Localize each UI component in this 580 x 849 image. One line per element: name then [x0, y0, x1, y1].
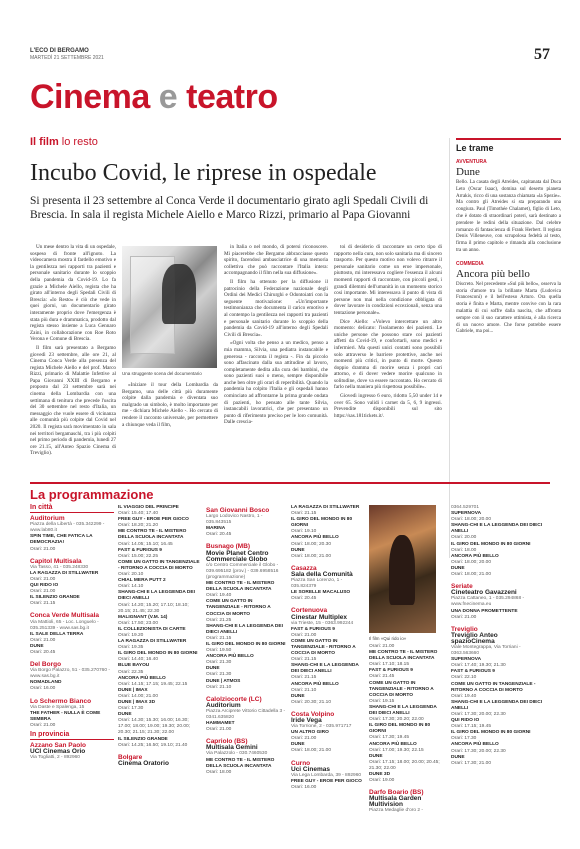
film-title: ANCORA PIÙ BELLO	[451, 742, 499, 748]
film-title: NOMADLAND	[30, 680, 62, 686]
film-title: COME UN GATTO IN TANGENZIALE - RITORNO A COCCIA DI MORTO	[206, 599, 271, 617]
publication-date: MARTEDÌ 21 SETTEMBRE 2021	[30, 55, 104, 61]
banner-word-cinema: Cinema	[30, 78, 150, 116]
film-title: FAST & FURIOUS 9	[291, 626, 335, 632]
spacer	[30, 693, 114, 696]
cinema-venue: Cineteatro Gavazzeni	[451, 589, 517, 597]
showtimes: Orari: 21.00	[30, 722, 56, 728]
spacer	[206, 538, 286, 541]
showtimes: Orari: 21.15	[206, 635, 232, 641]
showtimes: Orari: 21.00	[291, 632, 317, 638]
showtimes: Orari: 21.00	[451, 614, 477, 620]
film-title: DUNE	[451, 565, 465, 571]
showtimes: Orari: 17.30; 19.45	[369, 735, 409, 741]
showtimes: Orari: 15.40; 17.40	[118, 511, 158, 517]
spacer	[369, 784, 445, 787]
spacer	[30, 553, 114, 556]
article-column-1	[30, 244, 116, 459]
article-photo	[122, 246, 217, 368]
showtimes: Orari: 21.10	[291, 687, 317, 693]
page-header	[30, 48, 550, 61]
article-paragraph: Un mese dentro la vita di un ospedale, sospeso di fronte all'ignoto. La videocamera mostra il fardello emotivo e la gentilezza nei rapporti tra pazienti e personale sanitario durante lo scoppio della pandemia da Covid-19. Lo fa grazie a Michele Aiello, regista che ha girato all'interno degli Spedali Civili di Brescia: «Io Resto» è ciò che vede in quei giorni, un documentario girato interamente proprio dove l'emergenza è stata più dura e drammatica, prodotto dal regista stesso insieme a Luca Gennaro Zaini, in collaborazione con Roe Roto Verona e Comune di Brescia.	[30, 244, 116, 343]
film-title: SHANG-CHI E LA LEGGENDA DEI DIECI ANELLI	[451, 523, 543, 535]
showtimes: Orari: 16.00	[291, 784, 317, 790]
cinema-name: Calolziocorte (LC)	[206, 695, 262, 703]
showtimes: Orari: 14.40; 16.40	[118, 657, 158, 663]
showtimes: Orari: 21.15	[30, 601, 56, 607]
showtimes: Orari: 18.00; 21.00	[291, 748, 331, 754]
film-poster-photo	[369, 505, 436, 633]
showtimes: Orari: 21.25	[206, 617, 232, 623]
spacer	[118, 749, 202, 752]
spacer	[451, 578, 543, 581]
showtimes: Orari: 22.10	[451, 675, 477, 681]
showtimes: Orari: 19.00	[369, 778, 395, 784]
film-title: ME CONTRO TE - IL MISTERO DELLA SCUOLA INCANTATA	[206, 581, 275, 593]
plot-film-title: Ancora più bello	[456, 267, 530, 280]
showtimes: Orari: 17.50; 23.00	[118, 620, 158, 626]
cinema-address: Viale Montegrappa, Via Torriani - 0363.563660	[451, 644, 521, 657]
film-title: SHANG-CHI E LA LEGGENDA DEI DIECI ANELLI	[369, 704, 437, 717]
film-title: ME CONTRO TE - IL MISTERO DELLA SCUOLA INCANTATA	[118, 529, 187, 541]
showtimes: Orari: 21.00	[30, 589, 56, 595]
showtimes: Orari: 17.00; 19.30; 22.15	[369, 747, 424, 753]
film-title: DUNE	[369, 753, 383, 759]
showtimes: Orari: 20.45	[30, 649, 56, 655]
film-title: DUNE 3D	[369, 771, 391, 777]
photo-caption: Una struggente scena del documentario	[122, 371, 202, 376]
article-column-4	[334, 244, 442, 421]
showtimes: Orari: 14.10	[118, 584, 144, 590]
film-title: DUNE	[291, 693, 305, 699]
spacer	[451, 767, 543, 770]
showtimes: Orari: 20.30; 21.10	[291, 699, 331, 705]
programme-column-1	[30, 505, 114, 764]
film-title: SHANG-CHI E LA LEGGENDA DEI DIECI ANELLI	[451, 699, 543, 711]
film-title: SHANG-CHI E LA LEGGENDA DEI DIECI ANELLI	[206, 623, 283, 635]
film-title: QUI RIDO IO	[30, 583, 59, 589]
cinema-address: Piazza San Lorenzo, 1 - 035.824379	[291, 578, 343, 590]
showtimes: Orari: 19.50	[206, 648, 232, 654]
film-title: ANCORA PIÙ BELLO	[118, 675, 166, 681]
cinema-venue: Multisala Garden Multivision	[369, 795, 422, 809]
plot-film-title: Dune	[456, 166, 480, 178]
showtimes: Orari: 20.00	[451, 535, 477, 541]
showtimes: Orari: 17.10; 18.15	[369, 662, 409, 668]
showtimes: Orari: 19.40	[451, 693, 477, 699]
banner-word-e: e	[158, 78, 178, 116]
showtimes: Orari: 17.30	[118, 706, 144, 712]
film-title: DUNE	[451, 754, 465, 760]
film-title: FREE GUY - EROE PER GIOCO	[118, 517, 189, 523]
cinema-name: Seriate	[451, 583, 473, 591]
article-column-3	[224, 244, 328, 428]
film-title: UN ALTRO GIRO	[291, 730, 329, 736]
showtimes: Orari: 17.15; 19.45	[451, 724, 491, 730]
cinema-address: Piazza Arciprete Vittorio Cittadella 3 - 0341.635820	[206, 708, 286, 720]
film-title: DUNE | IMAX 3D	[118, 700, 156, 705]
cinema-address: Piazza Cattaneo, 1 - 035.294868 - www.fnecinema.eu	[451, 596, 525, 608]
spacer	[206, 733, 286, 736]
showtimes: Orari: 19.20	[118, 632, 144, 638]
film-title: FAST & FURIOUS 9	[118, 547, 162, 553]
showtimes: Orari: 14.15; 17.15; 19.45; 22.15	[118, 681, 188, 687]
film-title: IL GIRO DEL MONDO IN 80 GIORNI	[291, 517, 353, 529]
showtimes: Orari: 14.05; 15.10; 16.45	[118, 541, 173, 547]
film-title: UNA DONNA PROMETTENTE	[451, 608, 518, 614]
cinema-name: Conca Verde Multisala	[30, 612, 99, 620]
cinema-name: Auditorium	[30, 515, 65, 523]
film-title: SPIN TIME, CHE FATICA LA DEMOCRAZIA!	[30, 534, 93, 546]
spacer	[291, 755, 367, 758]
article-headline: Incubo Covid, le riprese in ospedale	[30, 160, 377, 186]
film-title: ME CONTRO TE - IL MISTERO DELLA SCUOLA INCANTATA	[369, 650, 438, 662]
film-title: CHIAL MERA PUTT 2	[118, 578, 166, 584]
cinema-name: Lo Schermo Bianco	[30, 697, 92, 705]
programme-rule	[30, 482, 550, 484]
film-title: IL GIRO DEL MONDO IN 80 GIORNI	[451, 541, 531, 547]
showtimes: Orari: 18.00	[206, 769, 232, 775]
showtimes: Orari: 17.30; 20.00; 22.30	[451, 712, 506, 717]
showtimes: Orari: 16.00	[30, 686, 56, 692]
film-title: SUPERNOVA	[451, 511, 482, 517]
article-subhead: Si presenta il 23 settembre al Conca Verde il documentario girato agli Spedali Civili di Brescia. In sala il regista Michele Aiello e Marco Rizzi, primario al Papa Giovanni	[30, 195, 429, 221]
plots-title: Le trame	[456, 138, 561, 153]
cinema-name: Capriolo (BS)	[206, 738, 248, 746]
plots-sidebar	[449, 138, 561, 558]
film-title: DUNE | IMAX	[118, 687, 148, 693]
film-title: COME UN GATTO IN TANGENZIALE - RITORNO A COCCIA DI MORTO	[291, 638, 356, 657]
showtimes: Orari: 17.30	[451, 736, 477, 742]
spacer	[206, 776, 286, 779]
film-title: ME CONTRO TE - IL MISTERO DELLA SCUOLA INCANTATA	[206, 757, 275, 769]
spacer	[206, 691, 286, 694]
banner-word-teatro: teatro	[186, 78, 278, 116]
article-paragraph: Il film sarà presentato a Bergamo giovedì 23 settembre, alle ore 21, al Cinema Conca Verde alla presenza del regista Michele Aiello e del prof. Marco Rizzi, primario di Malattie Infettive al Papa Giovanni XXIII di Bergamo e proposto dal 23 settembre sarà nei cinema della Lombardia con una settimana di tenitura che precede l'uscita del 30 settembre nel resto d'Italia, un messaggio che vuole essere di vicinanza alle comunità più colpite dal Covid nel 2020. Il regista sarà movimentato in sala nei territori bergamaschi, tra i più colpiti nel primo periodo di pandemia, lunedì 27 ore 21.15, all'Anteo Spazio Cinema di Treviglio).	[30, 344, 117, 457]
showtimes: Orari: 21.00	[291, 736, 317, 742]
film-title: ANCORA PIÙ BELLO	[369, 741, 417, 747]
showtimes: Orari: 20.45	[291, 596, 317, 602]
film-title: THE FATHER - NULLA È COME SEMBRA	[30, 710, 101, 722]
film-title: DUNE	[291, 547, 305, 553]
film-title: ANCORA PIÙ BELLO	[291, 681, 339, 687]
plot-genre: COMMEDIA	[456, 260, 484, 267]
plot-description: Discreto. Nel precedente «Sul più bello», osserva la storia d'amore tra la brillante Marta (Ludovica Francesconi) e il bell'esteso Arturo. Ora quella storia è finita e Marta, mentre convive con la rara malattia di cui soffre dalla nascita, che affronta sempre con il suo carattere ottimista, è alla ricerca di un nuovo amore. Che forse potrebbe essere Gabriele, ma poi...	[456, 281, 561, 335]
showtimes: Orari: 21.00	[206, 727, 232, 733]
film-title: LE SORELLE MACALUSO	[291, 590, 351, 596]
cinema-venue: Iride Vega	[291, 717, 322, 724]
article-paragraph: Il film ha ottenuto per la diffusione il patrocinio della Federazione nazionale degli Ordini dei Medici Chirurghi e Odontoiatri con la seguente motivazione: «Un'importante testimonianza che documenta il carico emotivo e al contempo la gentilezza nei rapporti tra pazienti e personale sanitario durante lo scoppio della pandemia da Covid-19 all'interno degli Spedali Civili di Brescia».	[224, 278, 328, 338]
cinema-address: 0364.529701	[451, 505, 480, 510]
cinema-address: Via Palazzolo - 030.7460530	[206, 751, 268, 757]
programme-column-6	[451, 505, 543, 770]
cinema-address: via Trieste, 15 - 0363.992244	[291, 620, 354, 626]
city-heading: In città	[30, 505, 114, 513]
showtimes: Orari: 18.00; 21.00	[291, 553, 331, 559]
film-title: COME UN GATTO IN TANGENZIALE - RITORNO A COCCIA DI MORTO	[369, 680, 434, 698]
showtimes: Orari: 20.45	[206, 532, 232, 538]
spacer	[369, 815, 445, 818]
cinema-name: Busnago (MB)	[206, 543, 251, 551]
showtimes: Orari: 21.15	[291, 511, 317, 517]
cinema-address: Piazza Medaglie d'oro 2 -	[369, 808, 423, 814]
showtimes: Orari: 18.00; 20.00	[451, 559, 491, 565]
cinema-venue: Auditorium	[206, 701, 241, 709]
film-title: DUNE	[291, 742, 305, 748]
film-title: DUNE	[206, 666, 220, 672]
poster-figure-shape	[389, 535, 415, 605]
cinema-name: Del Borgo	[30, 661, 62, 669]
spacer	[291, 791, 367, 794]
cinema-venue: Treviglio Anteo spazioCinema	[451, 631, 498, 645]
film-title: IL GIRO DEL MONDO IN 80 GIORNI	[451, 730, 531, 736]
showtimes: Orari: 21.00	[30, 576, 56, 582]
showtimes: Orari: 21.10	[206, 684, 232, 690]
showtimes: Orari: 18.00; 20.30	[291, 541, 331, 547]
film-title: IL GIRO DEL MONDO IN 80 GIORNI	[369, 723, 431, 735]
spacer	[30, 607, 114, 610]
showtimes: Orari: 21.30	[206, 672, 232, 678]
showtimes: Orari: 21.00	[369, 644, 395, 649]
spacer	[118, 767, 202, 770]
cinema-address: Via Tasso, 41 - 035.248330	[30, 564, 89, 570]
spacer	[30, 761, 114, 764]
film-title: IL GIRO DEL MONDO IN 80 GIORNI	[118, 651, 198, 657]
showtimes: Orari: 18.00; 21.00	[451, 572, 491, 578]
programme-title: La programmazione	[30, 487, 154, 502]
city-heading: In provincia	[30, 732, 114, 740]
article-kicker	[30, 136, 98, 148]
showtimes: Orari: 19.15	[369, 698, 395, 704]
film-title: MALIGNANT (V.M. 14)	[118, 614, 168, 620]
article-paragraph: «Iniziare il tour della Lombardia da Bergamo, una delle città più duramente colpite dalla pandemia e diventata suo malgrado un simbolo, è molto importante per me - dichiara Michele Aiello -. Ho cercato di rendere il racconto universale, per permettere a chiunque veda il film,	[122, 382, 218, 428]
showtimes: Orari: 21.30	[206, 660, 232, 666]
cinema-name: Azzano San Paolo	[30, 742, 86, 750]
showtimes: Orari: 19.40	[206, 593, 232, 599]
cinema-address: Via Borgo Palazzo, 51 - 035.270760 - www.sas.bg.it	[30, 668, 110, 680]
kicker-section: Il film	[30, 136, 59, 148]
showtimes: Orari: 18.00	[451, 547, 477, 553]
plot-description: Bello. La casata degli Atreides, capitanata dal Duca Leto (Oscar Isaac), domina sul deserto pianeta Arrakis, ricco di una sostanza chiamata «la Spezie». Ma contro gli Atreides si sta preparando una congiura. Paul (Timothée Chalamet), figlio di Leto, che è dotato di straordinari poteri, sarà destinato a prendere le redini della situazione. Dal celebre romanzo di fantascienza di Frank Herbert. Il regista Denis Villeneuve, con scrupolosa fedeltà al testo, firma il primo capitolo e rimanda alla conclusione tra un anno.	[456, 180, 561, 253]
film-title: IL COLLEZIONISTA DI CARTE	[118, 626, 186, 632]
film-title: LA RAGAZZA DI STILLWATER	[118, 639, 187, 645]
showtimes: Orari: 19.10	[291, 529, 317, 535]
showtimes: Orari: 22.35	[118, 669, 144, 675]
showtimes: Orari: 14.30; 15.30; 16.00; 16.30; 17.00; 18.00; 19.00; 19.30; 20.00; 20.30; 21.15; 21.30; 22.00	[118, 718, 191, 736]
cinema-name: San Giovanni Bosco	[206, 507, 270, 514]
showtimes: Orari: 14.00; 21.00	[118, 693, 158, 699]
film-title: BLUE BAYOU	[118, 663, 150, 669]
film-title: DUNE | ATMOS	[206, 678, 241, 684]
film-title: IL GIRO DEL MONDO IN 80 GIORNI	[206, 641, 286, 647]
section-banner	[30, 80, 278, 114]
cinema-name: Treviglio	[451, 625, 478, 633]
article-paragraph: Dice Aiello: «Volevo intercettare un altro momento: delicato: l'isolamento dei pazienti. Le uniche persone che possono stare coi pazienti affetti da Covid-19, e confortarli, sono medici e infermieri. Ma questi unici contatti sono possibili solo attraverso le barriere protettive, anche nei momenti più critici, in punto di morte. Questo doppio dramma di morire senza i propri cari attorno, e di dover vedere morire qualcuno in solitudine, dove va essere raccontato. Ho cercato di farlo nella maniera più rispettosa possibile».	[334, 318, 442, 391]
showtimes: Orari: 20.10	[118, 572, 144, 578]
kicker-tag: lo resto	[61, 136, 98, 148]
cinema-name: Capitol Multisala	[30, 557, 82, 565]
film-title: ANCORA PIÙ BELLO	[451, 553, 499, 559]
article-paragraph: toi di desiderio di raccontare un certo tipo di rapporto nella cura, non solo sanitaria ma di sincero trasporto. Per questo motivo non volevo ritrarre il personale sanitario come un eroe impersonale, piuttosto, mi interessava cogliere l'essenza il alcuni momenti rapporti di raccontare, con piccoli gesti, i grandi dilemmi dell'umanità in un momento storico così importante. Mi interessava il punto di vista di persone non mai nella condizione obbligata di dover lavorare in condizioni eccezionali, senza una tentazione personale».	[334, 244, 442, 316]
cinema-name: Darfo Boario (BS)	[369, 789, 424, 797]
showtimes: Orari: 17.30; 21.00	[451, 760, 491, 766]
spacer	[291, 602, 367, 605]
cinema-venue: Cinema Oratorio	[118, 759, 169, 767]
article-paragraph: Giovedì ingresso 6 euro, ridotto 5,50 under 14 e over 65. Sono validi i carnet da 5, 6, 9 ingressi. Prevendite disponibili sul sito https://sas.181tickets.it/.	[334, 393, 442, 419]
film-title: QUI RIDO IO	[451, 718, 480, 724]
film-title: IL VIAGGIO DEL PRINCIPE	[118, 505, 179, 510]
article-column-2	[122, 382, 218, 430]
cinema-name: Costa Volpino	[291, 710, 335, 718]
film-title: ANCORA PIÙ BELLO	[291, 535, 339, 541]
cinema-venue: UCI Cinemas Orio	[30, 748, 86, 756]
programme-column-2	[118, 505, 202, 770]
film-title: LA RAGAZZA DI STILLWATER	[291, 505, 360, 510]
cinema-venue: Cinestar Multiplex	[291, 613, 347, 621]
showtimes: Orari: 15.00; 22.25	[118, 553, 158, 559]
film-title: DUNE	[118, 712, 132, 718]
cinema-address: Via Daste e Spalenga, 15	[30, 704, 85, 710]
film-title: MARINA	[206, 526, 226, 532]
photo-figure-shape	[162, 264, 196, 324]
cinema-address: Via Mattioli, 65 - Loc. Longuelo - 035.251339 - www.sas.bg.it	[30, 619, 99, 631]
cinema-name: Bolgare	[118, 753, 143, 761]
film-title: IL SILENZIO GRANDE	[118, 736, 168, 742]
film-title: HAMMAMET	[206, 721, 235, 727]
film-title: COME UN GATTO IN TANGENZIALE - RITORNO A COCCIA DI MORTO	[118, 559, 200, 571]
showtimes: Orari: 19.35	[118, 645, 144, 651]
showtimes: Orari: 21.45	[369, 674, 395, 680]
programme-column-5	[369, 644, 445, 818]
cinema-venue: Sala della Comunità	[291, 570, 353, 578]
showtimes: Orari: 17.40; 19.30; 21.30	[451, 663, 506, 669]
page-number: 57	[534, 46, 550, 63]
film-title: FAST & FURIOUS 9	[451, 669, 495, 675]
cinema-name: Casazza	[291, 564, 317, 572]
film-title: SUPERNOVA	[451, 657, 482, 663]
plot-genre: AVVENTURA	[456, 159, 487, 165]
cinema-address: Via Lega Lombarda, 39 - 892960	[291, 772, 362, 778]
cinema-name: Curno	[291, 759, 311, 767]
cinema-address: Via Togliatti, 2 - 892960	[30, 755, 80, 761]
publication-name: L'ECO DI BERGAMO	[30, 48, 89, 54]
showtimes: Orari: 21.00	[30, 637, 56, 643]
cinema-venue: Movie Planet Centro Commerciale Globo	[206, 549, 269, 563]
cinema-name: Cortenuova	[291, 607, 328, 615]
cinema-address: Piazza della Libertà - 035.342299 - www.lab80.it	[30, 522, 105, 534]
film-title: COME UN GATTO IN TANGENZIALE - RITORNO A COCCIA DI MORTO	[451, 681, 536, 693]
film-title: IL SALE DELLA TERRA	[30, 631, 84, 637]
programme-column-3	[206, 505, 286, 779]
showtimes: Orari: 14.20; 15.20; 17.10; 18.10; 20.15; 21.45; 22.30	[118, 602, 189, 614]
programme-column-4	[291, 505, 367, 794]
spacer	[451, 621, 543, 624]
spacer	[30, 656, 114, 659]
showtimes: Orari: 21.15	[291, 675, 317, 681]
cinema-address: Via Torrione, 2 - 035.971717	[291, 724, 352, 730]
showtimes: Orari: 21.00	[30, 546, 56, 552]
film-title: FREE GUY - EROE PER GIOCO	[291, 778, 362, 784]
spacer	[291, 560, 367, 563]
showtimes: Orari: 18.20; 21.20	[118, 523, 158, 529]
poster-caption: Il film «Qui rido io»	[369, 636, 407, 641]
film-title: SHANG-CHI E LA LEGGENDA DEI DIECI ANELLI	[118, 590, 195, 602]
spacer	[291, 706, 367, 709]
film-title: FAST & FURIOUS 9	[369, 668, 413, 674]
showtimes: Orari: 17.30; 20.00; 22.30	[451, 748, 506, 754]
cinema-address: Largo Lodovico Nastro, 1 - 035.843515	[206, 514, 263, 526]
article-paragraph: «Ogni volta che penso a un medico, penso a mia mamma, Silvia, una pediatra instancabile e generosa - racconta il regista -. Fin da piccolo sono affascinato dalla sua attitudine al lavoro, completamente dedita alla cura dei bambini, che sono pazienti suoi o meno, sempre disponibile anche ben oltre gli orari di reperibilità. Quando la pandemia ha colpito l'Italia e gli ospedali hanno cominciato ad affrontarne la prima grande ondata di pazienti, ho pensato alle tante Silvia, instancabili lavoratrici, che per presentano un punto di riferimento preciso per le loro comunità. Dalle crescia-	[224, 340, 328, 426]
showtimes: Orari: 17.15; 18.00; 20.00; 20.45; 21.30; 22.00	[369, 759, 440, 771]
showtimes: Orari: 21.15	[291, 657, 317, 663]
cinema-venue: Uci Cinemas	[291, 765, 331, 773]
film-title: LA RAGAZZA DI STILLWATER	[30, 570, 99, 576]
cinema-address: c/o Centro Commerciale il Globo - 039.695182 (prov.) - 039.6958516 (programmazione)	[206, 562, 279, 580]
film-title: SHANG-CHI E LA LEGGENDA DEI DIECI ANELLI	[291, 663, 359, 675]
cinema-venue: Multisala Gemini	[206, 744, 258, 752]
article-paragraph: in Italia o nel mondo, di potersi riconoscere. Mi piacerebbe che Bergamo abbracciasse questo spirito, facendosi ambasciatrice di una memoria collettiva che può raccontare l'Italia intera: accompagnando il film nella sua diffusione».	[224, 244, 328, 277]
film-title: ANCORA PIÙ BELLO	[206, 654, 254, 660]
showtimes: Orari: 14.25; 16.50; 19.10; 21.40	[118, 742, 188, 748]
film-title: DUNE	[30, 643, 44, 649]
film-title: IL SILENZIO GRANDE	[30, 595, 80, 601]
showtimes: Orari: 17.30; 20.20; 22.00	[369, 717, 424, 723]
showtimes: Orari: 18.00; 20.00	[451, 517, 491, 523]
